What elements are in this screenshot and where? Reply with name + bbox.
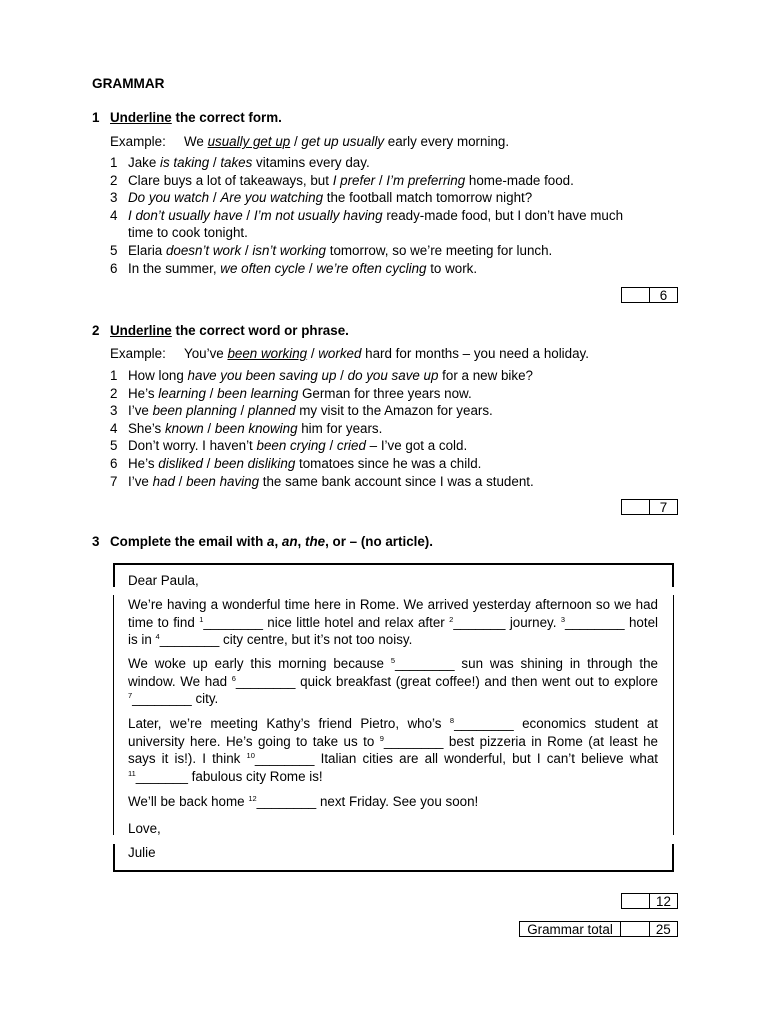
ex2-item-3 — [110, 403, 493, 418]
ex2-example-option-a: been working — [227, 346, 308, 361]
ex2-example-option-b: worked — [318, 346, 362, 361]
email-text: We’ll be back home — [128, 794, 249, 809]
ex2-item-option[interactable]: known — [164, 420, 204, 436]
email-text: ________ next Friday. See you soon! — [256, 794, 479, 809]
ex3-heading-text — [110, 534, 433, 549]
grammar-total-value: 25 — [655, 922, 671, 937]
email-box-bottom-border — [113, 870, 674, 872]
ex1-item-4 — [110, 208, 623, 223]
email-text: ________ quick breakfast (great coffee!) and then went out to explore — [235, 673, 658, 689]
email-box-left-bottom-border — [113, 844, 115, 872]
ex2-item-option[interactable]: been having — [186, 473, 260, 489]
ex2-item-text: / — [203, 420, 215, 436]
ex2-example — [110, 346, 589, 361]
email-text: ________ nice little hotel and relax after — [203, 614, 450, 630]
email-text: ________ city. — [132, 691, 219, 707]
ex1-item-option[interactable]: doesn’t work — [165, 243, 242, 258]
ex2-item-number: 3 — [110, 403, 118, 419]
ex3-heading-part: Complete the email with — [110, 534, 267, 549]
ex2-example-sep: / — [307, 346, 319, 361]
ex1-item-number: 5 — [110, 243, 118, 258]
gap-number: 4 — [155, 632, 160, 642]
ex2-item-text: / — [325, 438, 337, 454]
ex2-item-option[interactable]: have you been saving up — [187, 368, 337, 383]
ex1-item-number: 3 — [110, 190, 118, 206]
ex1-item-text: to work. — [426, 260, 478, 276]
email-text: We’re having a wonderful time here in Rome. We arrived yesterday afternoon so we had time to find — [128, 597, 658, 630]
ex2-item-number: 5 — [110, 438, 118, 454]
ex2-item-text: He’s — [128, 385, 159, 401]
ex1-item-number: 6 — [110, 260, 118, 276]
ex1-heading — [92, 110, 282, 125]
ex1-item-option[interactable]: I prefer — [332, 172, 376, 188]
email-greeting: Dear Paula, — [128, 573, 199, 588]
ex2-item-2 — [110, 386, 472, 401]
email-text: ________ city centre, but it’s not too noisy. — [159, 632, 413, 648]
ex1-example-sep: / — [290, 134, 302, 149]
ex2-item-option[interactable]: been disliking — [214, 456, 296, 471]
email-box-right-top-border — [672, 563, 674, 587]
ex2-item-text: He’s — [128, 456, 159, 471]
ex2-item-1 — [110, 368, 533, 383]
gap-number: 6 — [231, 673, 236, 683]
gap-number: 2 — [449, 614, 454, 624]
ex3-heading-part: , — [274, 534, 282, 549]
ex1-score-blank[interactable] — [622, 288, 650, 302]
email-paragraph-4 — [128, 793, 658, 811]
ex3-score-blank[interactable] — [622, 894, 650, 908]
email-box-right-middle-border — [673, 595, 674, 835]
ex1-item-6 — [110, 261, 477, 276]
ex2-item-7 — [110, 474, 534, 489]
ex2-item-text: / — [236, 403, 248, 419]
ex3-number: 3 — [92, 534, 100, 549]
ex1-example-option-a: usually get up — [207, 134, 291, 149]
ex1-example-label: Example: — [110, 134, 166, 149]
email-text: ________ best pizzeria in Rome (at least he says it is!). I think — [128, 733, 658, 767]
ex1-item-text: / — [242, 207, 254, 223]
email-signature: Julie — [128, 845, 156, 860]
email-box-top-border — [113, 563, 674, 565]
gap-number: 3 — [560, 614, 566, 624]
ex1-example — [110, 134, 509, 149]
ex1-item-1 — [110, 155, 370, 170]
ex1-item-2 — [110, 173, 574, 188]
ex2-item-5 — [110, 438, 467, 453]
ex2-item-number: 7 — [110, 473, 118, 489]
ex2-item-text: the same bank account since I was a student. — [259, 473, 534, 489]
ex2-item-option[interactable]: planned — [247, 403, 296, 419]
ex1-item-text: In the summer, — [128, 260, 221, 276]
email-text: _______ fabulous city Rome is! — [135, 768, 323, 784]
ex2-heading — [92, 323, 349, 338]
ex1-item-option[interactable]: is taking — [160, 155, 210, 170]
ex2-item-option[interactable]: learning — [158, 385, 206, 401]
ex1-item-text: Clare buys a lot of takeaways, but — [128, 172, 333, 188]
email-box-right-bottom-border — [672, 844, 674, 872]
ex1-example-option-b: get up usually — [301, 134, 385, 149]
ex1-item-4-continued: time to cook tonight. — [128, 225, 248, 241]
gap-number: 5 — [390, 656, 395, 665]
ex1-heading-underline: Underline — [110, 110, 172, 125]
ex2-item-number: 1 — [110, 368, 118, 383]
gap-number: 8 — [449, 716, 455, 725]
ex1-number: 1 — [92, 110, 100, 125]
grammar-total-label: Grammar total — [520, 922, 621, 936]
ex1-item-text: Jake — [128, 155, 161, 170]
ex2-item-text: How long — [128, 368, 188, 383]
ex2-item-number: 4 — [110, 420, 118, 436]
ex1-item-number: 4 — [110, 207, 118, 223]
ex1-item-text: vitamins every day. — [252, 155, 370, 170]
ex1-item-number: 2 — [110, 172, 118, 188]
ex2-heading-rest: the correct word or phrase. — [171, 323, 349, 338]
ex1-example-pre: We — [184, 134, 208, 149]
email-paragraph-3 — [128, 715, 658, 785]
ex3-heading-part: , or – (no article). — [325, 534, 433, 549]
gap-number: 9 — [379, 733, 384, 743]
ex2-heading-underline: Underline — [110, 323, 172, 338]
gap-number: 10 — [246, 751, 255, 761]
ex2-item-4 — [110, 421, 382, 436]
email-text: ________ hotel is in — [128, 614, 659, 648]
ex2-item-text: / — [336, 368, 348, 383]
gap-number: 11 — [128, 768, 136, 778]
ex2-item-text: I’ve — [128, 403, 153, 419]
ex1-item-text: / — [241, 243, 253, 258]
ex2-example-label: Example: — [110, 346, 166, 361]
gap-number: 12 — [248, 794, 257, 803]
ex1-item-3 — [110, 190, 532, 205]
grammar-total-blank[interactable] — [621, 922, 649, 936]
ex2-item-text: my visit to the Amazon for years. — [295, 403, 493, 419]
ex3-heading-article: the — [305, 534, 326, 549]
ex2-number: 2 — [92, 323, 100, 338]
ex3-heading-article: a — [267, 534, 275, 549]
ex1-item-text: Elaria — [128, 243, 166, 258]
ex2-item-text: him for years. — [297, 420, 383, 436]
email-text: Later, we’re meeting Kathy’s friend Pietro, who’s — [128, 716, 450, 731]
ex2-example-post: hard for months – you need a holiday. — [361, 346, 589, 361]
ex2-item-6 — [110, 456, 481, 471]
email-text: ________ economics student at university here. He’s going to take us to — [128, 716, 658, 749]
ex1-item-text: tomorrow, so we’re meeting for lunch. — [326, 243, 553, 258]
ex2-item-text: / — [202, 456, 215, 471]
ex1-item-text: / — [305, 260, 317, 276]
ex1-item-option[interactable]: we’re often cycling — [316, 260, 427, 276]
ex2-item-text: tomatoes since he was a child. — [295, 456, 482, 471]
ex1-item-text: / — [209, 155, 221, 170]
ex1-item-text: home-made food. — [465, 172, 574, 188]
ex3-heading-article: an — [281, 534, 298, 549]
ex2-item-text: – I’ve got a cold. — [365, 438, 468, 454]
ex2-score-value: 7 — [659, 500, 668, 515]
ex2-item-number: 6 — [110, 456, 118, 471]
ex1-item-option[interactable]: Do you watch — [128, 190, 210, 206]
ex1-item-option[interactable]: I don’t usually have — [128, 207, 243, 223]
email-box — [113, 563, 674, 872]
section-title: GRAMMAR — [92, 76, 165, 91]
ex2-score-blank[interactable] — [622, 500, 650, 514]
ex1-item-text: / — [209, 190, 221, 206]
ex1-item-number: 1 — [110, 155, 118, 170]
ex2-item-text: German for three years now. — [298, 385, 472, 401]
ex1-score-box — [621, 287, 678, 303]
gap-number: 1 — [199, 614, 204, 624]
ex2-item-option[interactable]: cried — [336, 438, 366, 454]
ex2-item-option[interactable]: been crying — [256, 438, 326, 454]
ex2-score-box — [621, 499, 678, 515]
email-text: ________ Italian cities are all wonderful, but I can’t believe what — [254, 751, 658, 767]
ex2-item-text: Don’t worry. I haven’t — [128, 438, 257, 454]
ex2-item-text: I’ve — [128, 473, 153, 489]
email-closing: Love, — [128, 821, 161, 836]
ex1-item-option[interactable]: Are you watching — [220, 190, 324, 206]
ex1-item-5 — [110, 243, 552, 258]
ex2-item-text: for a new bike? — [438, 368, 533, 383]
email-text: We woke up early this morning because — [128, 656, 391, 671]
gap-number: 7 — [128, 691, 133, 701]
ex2-item-text: / — [205, 385, 218, 401]
ex2-item-text: / — [174, 473, 187, 489]
ex2-item-option[interactable]: do you save up — [347, 368, 439, 383]
ex1-example-post: early every morning. — [384, 134, 510, 149]
ex3-heading — [92, 534, 433, 549]
email-box-left-middle-border — [113, 595, 114, 835]
ex2-item-option[interactable]: been planning — [152, 403, 237, 419]
ex1-item-text: the football match tomorrow night? — [323, 190, 533, 206]
ex2-item-option[interactable]: been knowing — [214, 420, 298, 436]
ex2-item-option[interactable]: had — [152, 473, 175, 489]
ex2-example-pre: You’ve — [184, 346, 228, 361]
ex1-item-text: / — [375, 172, 387, 188]
email-text: _______ journey. — [453, 614, 561, 630]
email-text: ________ sun was shining in through the window. We had — [128, 656, 658, 689]
ex1-item-option[interactable]: I’m preferring — [386, 172, 466, 188]
ex2-item-option[interactable]: been learning — [217, 385, 299, 401]
ex1-item-option[interactable]: I’m not usually having — [253, 207, 383, 223]
ex2-item-option[interactable]: disliked — [158, 456, 203, 471]
email-paragraph-1 — [128, 596, 658, 649]
ex2-item-text: She’s — [128, 420, 165, 436]
grammar-total-box — [519, 921, 678, 937]
ex2-item-number: 2 — [110, 385, 118, 401]
ex1-item-option[interactable]: we often cycle — [220, 260, 306, 276]
ex3-score-value: 12 — [656, 894, 671, 909]
ex1-heading-rest: the correct form. — [171, 110, 282, 125]
email-box-left-top-border — [113, 563, 115, 587]
ex3-heading-part: , — [297, 534, 305, 549]
ex3-score-box — [621, 893, 678, 909]
ex1-score-value: 6 — [659, 288, 668, 303]
ex1-item-option[interactable]: takes — [220, 155, 253, 170]
ex1-item-option[interactable]: isn’t working — [252, 243, 327, 258]
ex1-item-text: ready-made food, but I don’t have much — [382, 207, 624, 223]
email-paragraph-2 — [128, 655, 658, 708]
